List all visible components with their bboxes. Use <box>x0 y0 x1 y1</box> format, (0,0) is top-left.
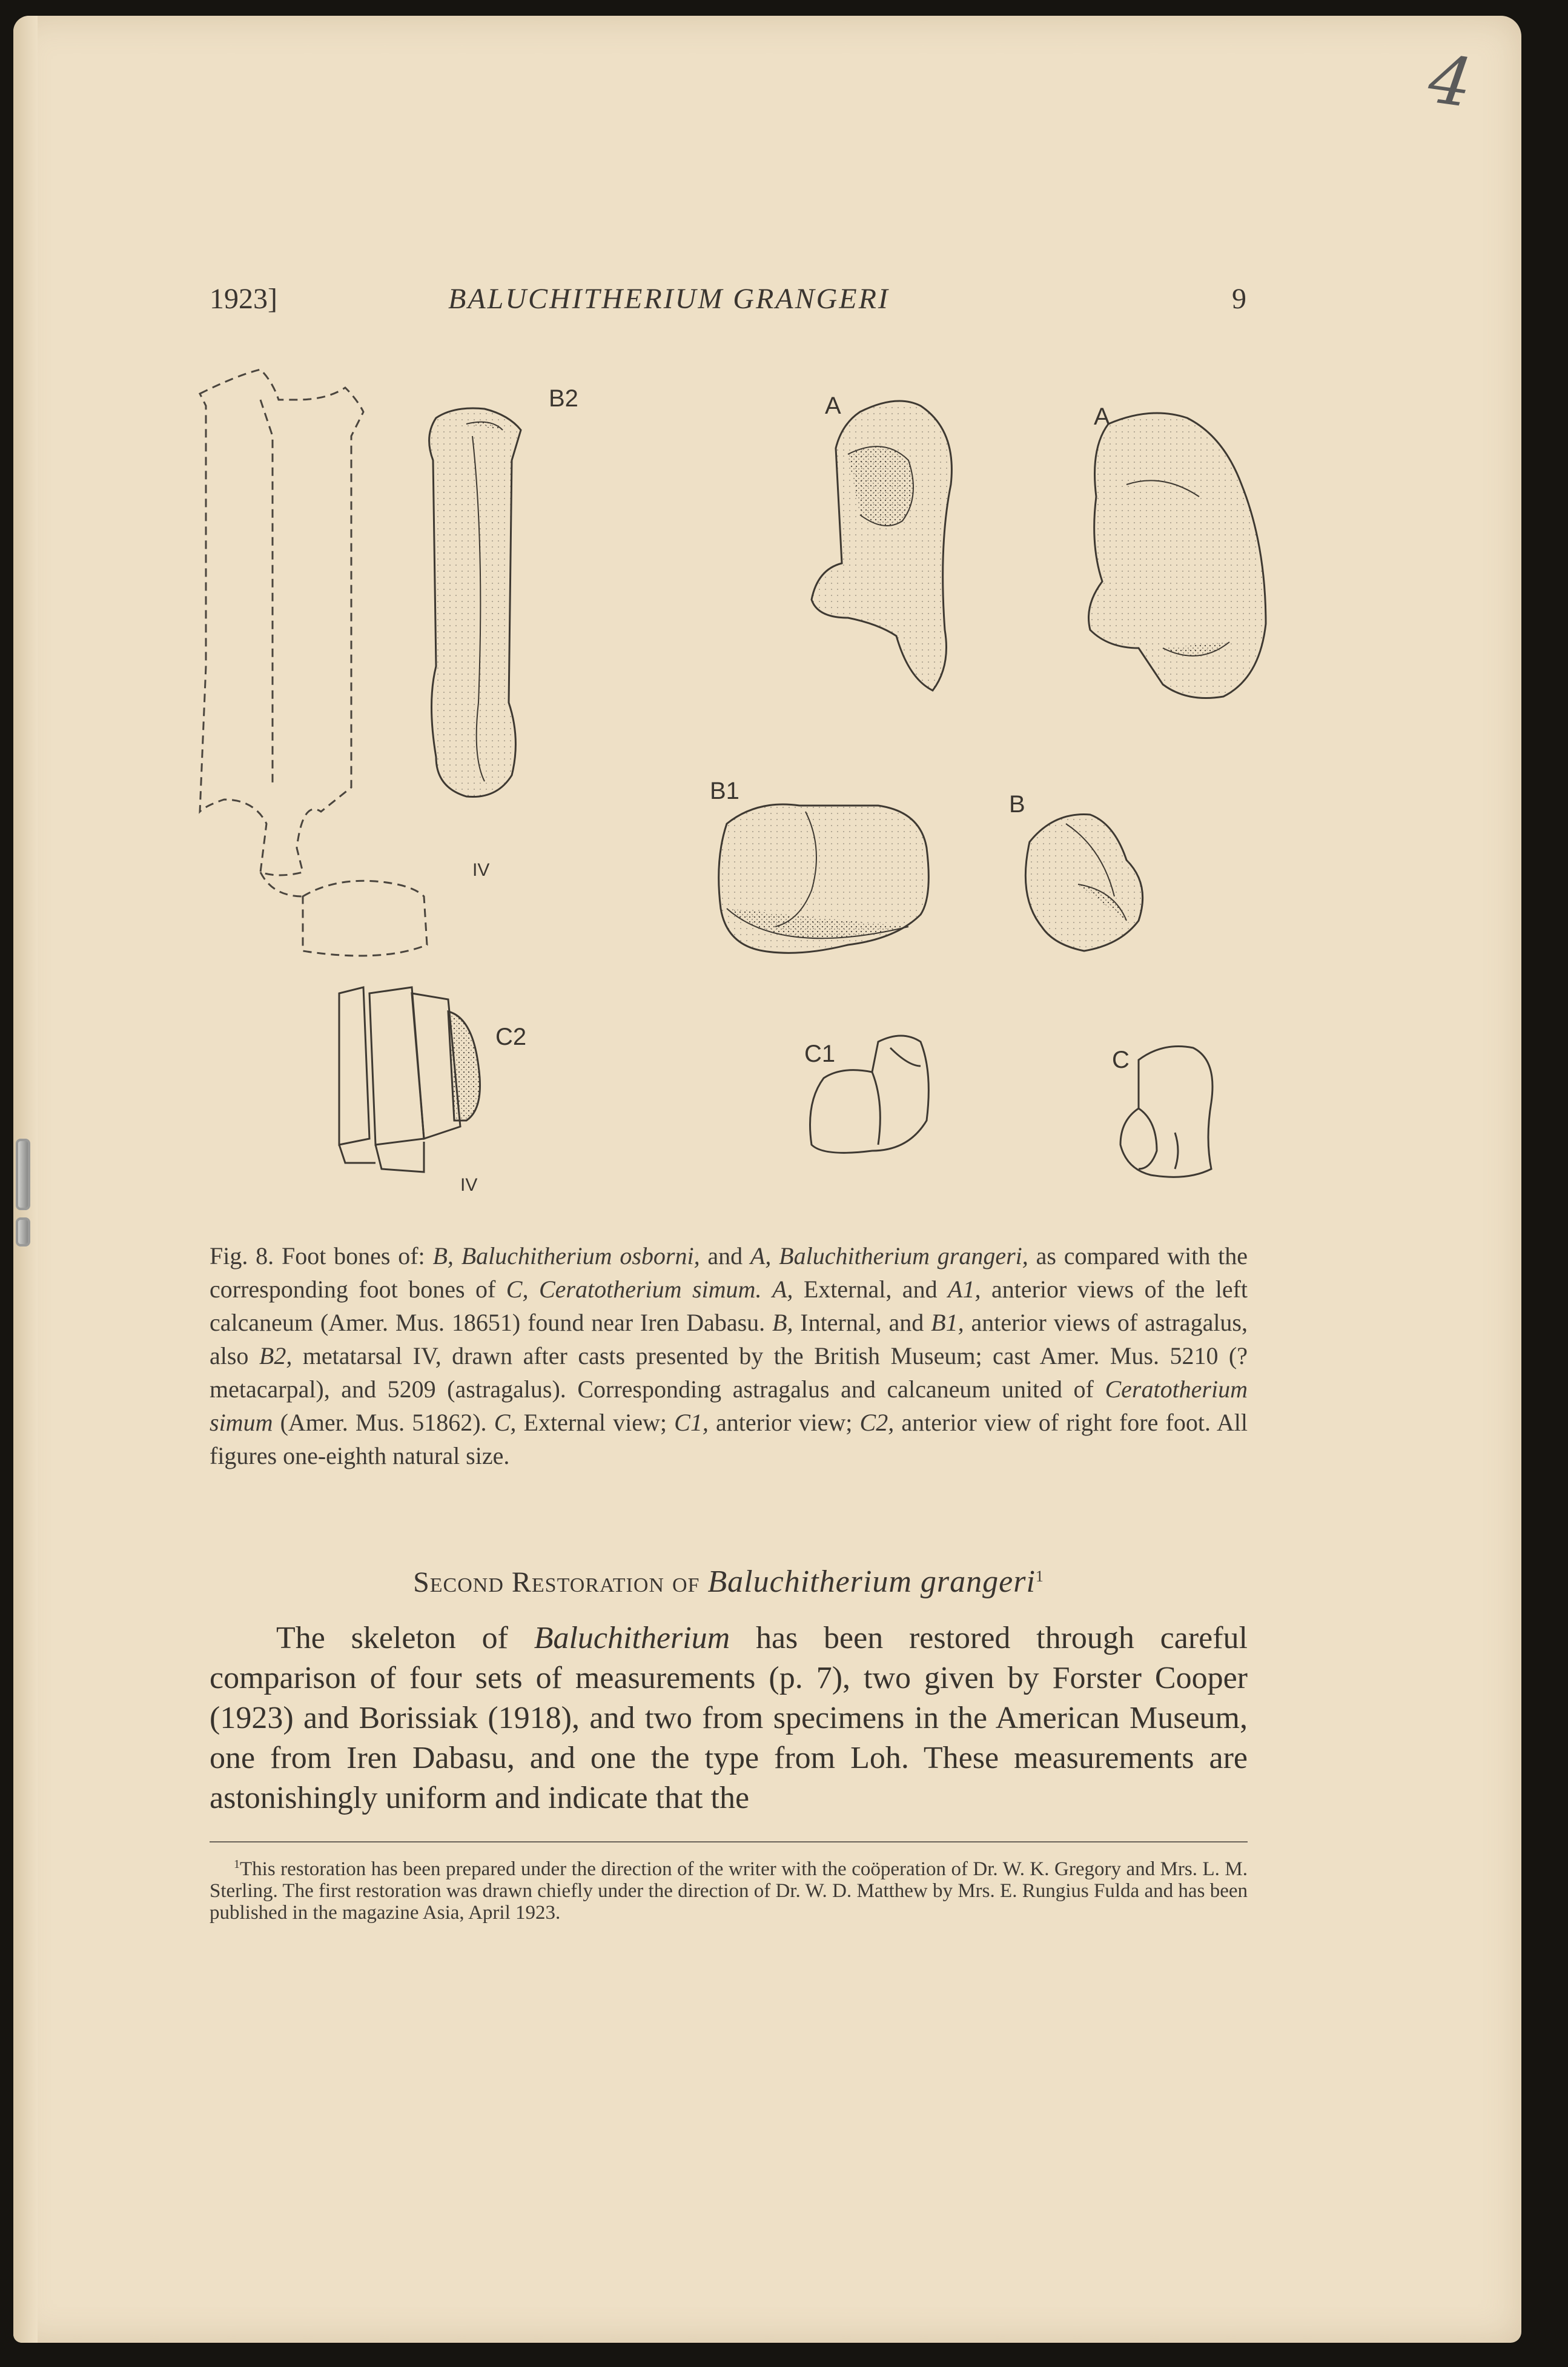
calcaneum-anterior-view <box>1089 413 1266 698</box>
metatarsal-outline-dashed <box>200 369 427 956</box>
figure-label-c1: C1 <box>804 1041 836 1067</box>
ceratotherium-external-view <box>1120 1047 1212 1177</box>
figure-label-b1: B1 <box>710 778 739 804</box>
staple-icon <box>16 1217 30 1246</box>
calcaneum-external-view <box>812 401 951 690</box>
astragalus-anterior-view <box>719 804 929 953</box>
foot-bones-illustration <box>182 363 1332 1223</box>
figure-label-c: C <box>1112 1047 1130 1073</box>
figure-label-a-right: A <box>1094 403 1110 430</box>
running-head-title: BALUCHITHERIUM GRANGERI <box>448 283 890 315</box>
handwritten-page-number: 4 <box>1424 39 1477 123</box>
figure-label-iv-top: IV <box>472 860 490 880</box>
figure-label-iv-bottom: IV <box>460 1175 478 1195</box>
footnote: $^1$This restoration has been prepared under the direction of the writer with the coöperation of Dr. W. K. Gregory and Mrs. L. M. Sterling. The first restoration was drawn chiefly under the direction of Dr. W. D. Matthew by Mrs. E. Rungius Fulda and has been published in the magazine Asia, April 1923. <box>210 1858 1248 1924</box>
figure-label-a-left: A <box>825 392 841 419</box>
figure-label-b2: B2 <box>549 385 578 412</box>
staple-icon <box>16 1139 30 1210</box>
figure-8 <box>182 363 1332 1223</box>
page-number: 9 <box>1232 283 1246 315</box>
footnote-rule <box>210 1841 1248 1842</box>
metatarsal-iv-drawing <box>429 408 521 797</box>
section-heading: Second Restoration of Baluchitherium grangeri$^1$ <box>413 1564 1044 1599</box>
figure-label-c2: C2 <box>495 1024 527 1050</box>
fore-foot-anterior-view <box>339 987 480 1172</box>
figure-label-b: B <box>1009 791 1025 818</box>
body-paragraph: The skeleton of Baluchitherium has been restored through careful comparison of four sets of measurements (p. 7), two given by Forster Cooper (1923) and Borissiak (1918), and two from specimens in the American Museum, one from Iren Dabasu, and one the type from Loh. These measurements are astonishingly uniform and indicate that the <box>210 1621 1248 1815</box>
figure-caption: Fig. 8. Foot bones of: B, Baluchitherium osborni, and A, Baluchitherium grangeri, as compared with the corresponding foot bones of C, Ceratotherium simum. A, External, and A1, anterior views of the left calcaneum (Amer. Mus. 18651) found near Iren Dabasu. B, Internal, and B1, anterior views of astragalus, also B2, metatarsal IV, drawn after casts presented by the British Museum; cast Amer. Mus. 5210 (?metacarpal), and 5209 (astragalus). Corresponding astragalus and calcaneum united of Ceratotherium simum (Amer. Mus. 51862). C, External view; C1, anterior view; C2, anterior view of right fore foot. All figures one-eighth natural size. <box>210 1242 1248 1469</box>
running-head-year: 1923] <box>210 283 277 315</box>
astragalus-internal-view <box>1025 815 1142 951</box>
